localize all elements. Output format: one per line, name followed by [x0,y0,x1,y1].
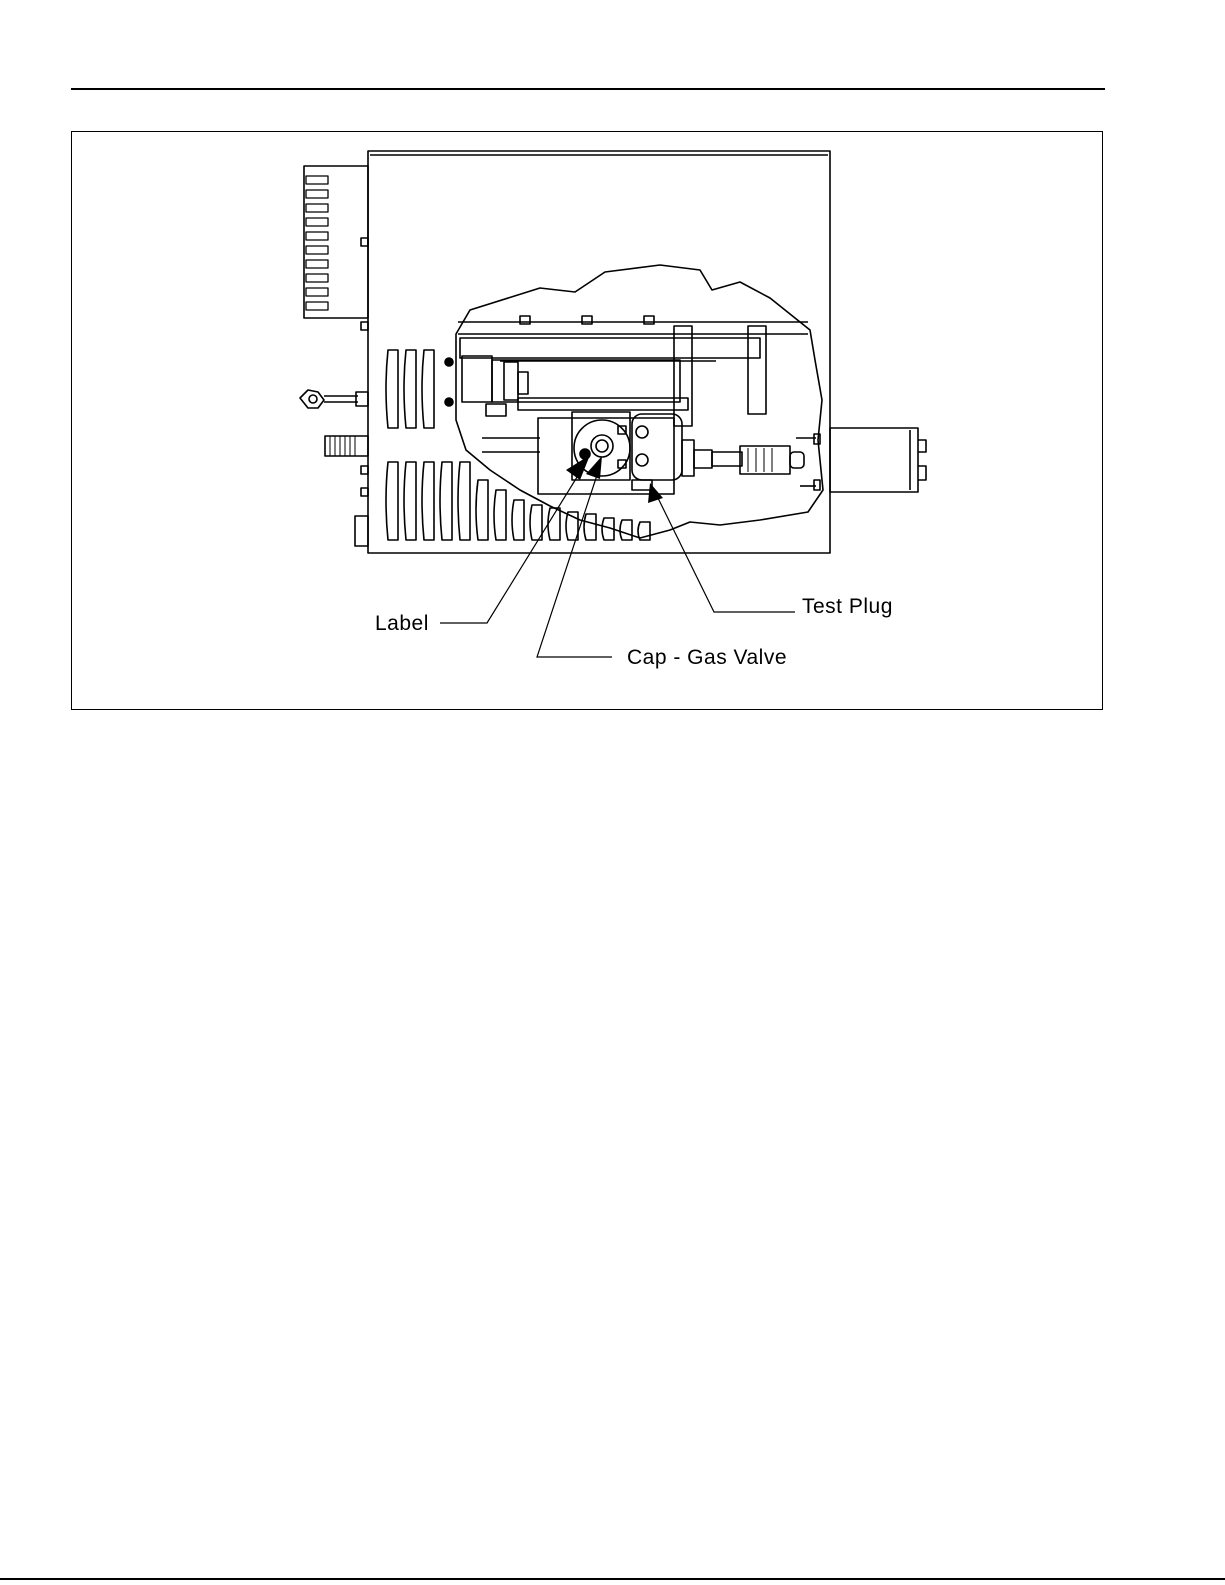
callout-test-plug: Test Plug [802,595,893,618]
top-grille [304,166,368,318]
control-box [830,428,918,492]
footer-rule [0,1578,1225,1580]
upper-louvres [386,350,434,428]
pigtail-connector [300,390,324,408]
callout-cap-gas-valve: Cap - Gas Valve [627,646,788,669]
callout-label: Label [375,612,429,635]
inlet-pipe [325,436,368,456]
leader-arrow [566,455,663,503]
